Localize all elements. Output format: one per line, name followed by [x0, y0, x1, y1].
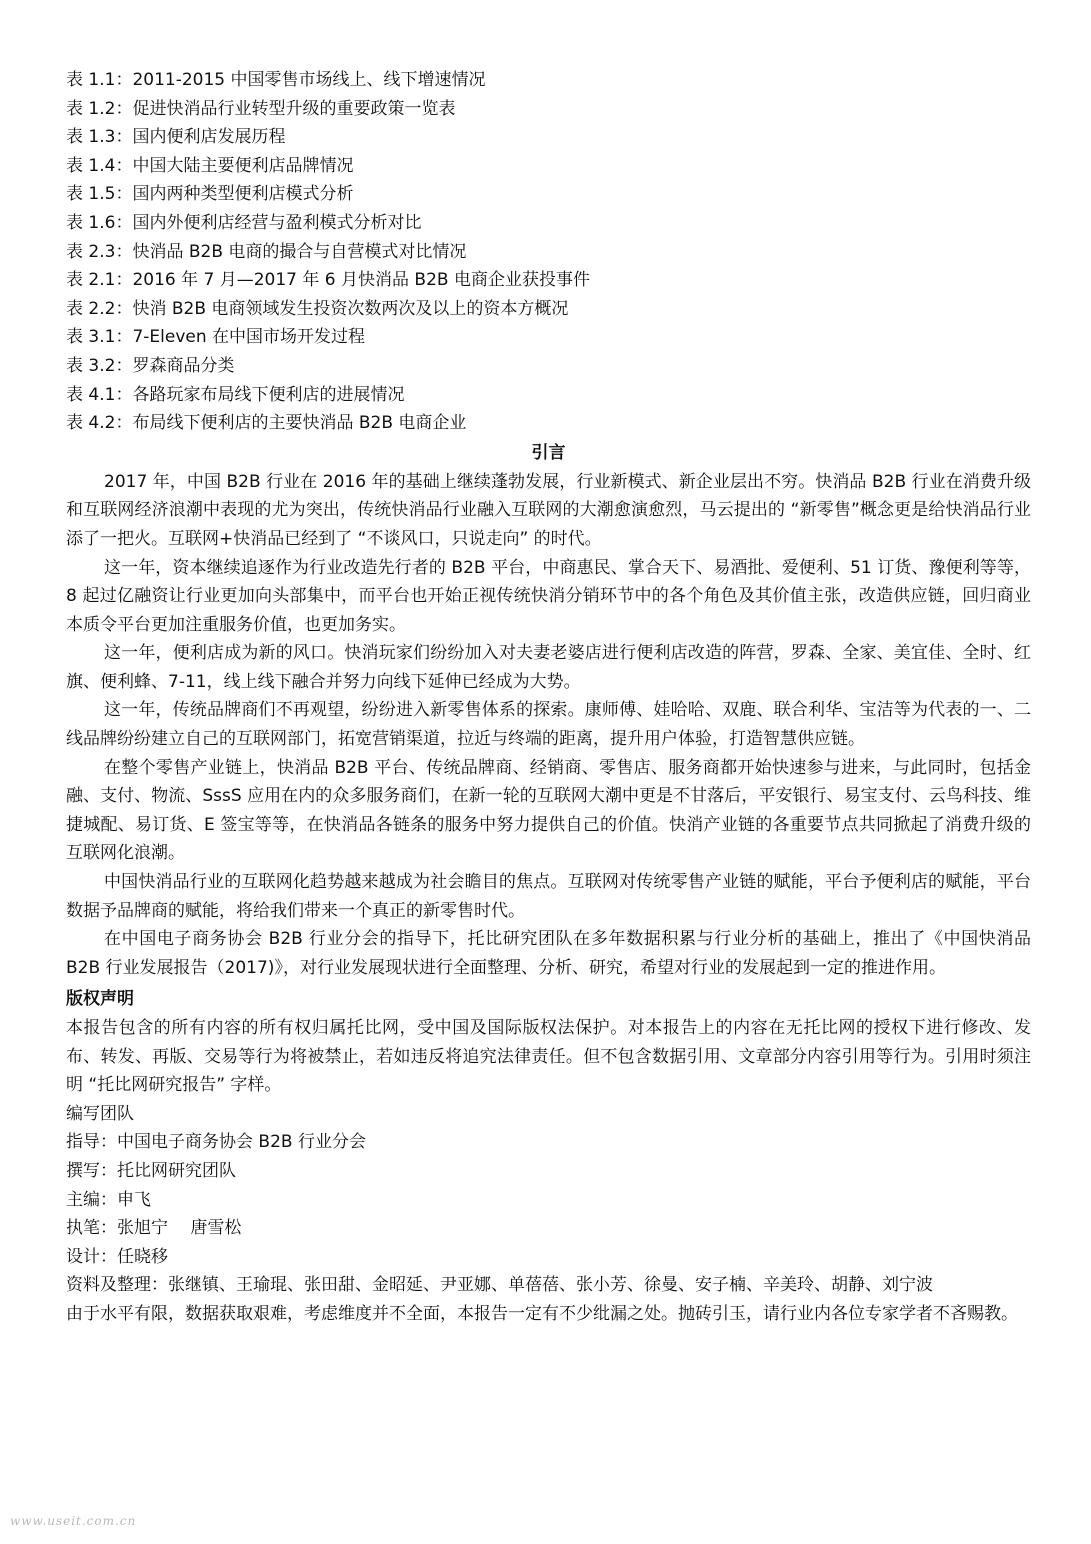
- copyright-text: 本报告包含的所有内容的所有权归属托比网，受中国及国际版权法保护。对本报告上的内容在无托比网的授权下进行修改、发布、转发、再版、交易等行为将被禁止，若如违反将追究法律责任。但不包含数据引用、文章部分内容引用等行为。引用时须注明 “托比网研究报告” 字样。: [66, 1018, 1031, 1096]
- team-line: 资料及整理：张继镇、王瑜琨、张田甜、金昭延、尹亚娜、单蓓蓓、张小芳、徐曼、安子楠、辛美玲、胡静、刘宁波: [66, 1275, 933, 1296]
- table-entry: 表 4.1：各路玩家布局线下便利店的进展情况: [66, 384, 405, 405]
- table-entry: 表 2.2：快消 B2B 电商领域发生投资次数两次及以上的资本方概况: [66, 298, 569, 319]
- table-entry: 表 1.6：国内外便利店经营与盈利模式分析对比: [66, 212, 422, 233]
- team-line: 主编：申飞: [66, 1189, 151, 1210]
- table-entry: 表 1.1：2011-2015 中国零售市场线上、线下增速情况: [66, 70, 486, 90]
- copyright-title: 版权声明: [66, 989, 134, 1010]
- table-entry: 表 1.5：国内两种类型便利店模式分析: [66, 184, 354, 205]
- intro-paragraph: 这一年，资本继续追逐作为行业改造先行者的 B2B 平台，中商惠民、掌合天下、易酒批、爱便利、51 订货、豫便利等等，8 起过亿融资让行业更加向头部集中，而平台也开始正视传统快消分销环节中的各个角色及其价值主张，改造供应链，回归商业本质令平台更加注重服务价值，也更加务实。: [66, 557, 1031, 635]
- team-list: [66, 1128, 1031, 1300]
- intro-body: [66, 468, 1031, 983]
- team-title: 编写团队: [66, 1103, 134, 1124]
- watermark: www.useit.com.cn: [10, 1514, 137, 1528]
- table-entry: 表 1.3：国内便利店发展历程: [66, 127, 286, 148]
- table-entry: 表 3.1：7-Eleven 在中国市场开发过程: [66, 327, 366, 348]
- closing-note: 由于水平有限，数据获取艰难，考虑维度并不全面，本报告一定有不少纰漏之处。抛砖引玉，请行业内各位专家学者不吝赐教。: [66, 1303, 1018, 1324]
- table-entry: 表 2.1：2016 年 7 月—2017 年 6 月快消品 B2B 电商企业获投事件: [66, 270, 590, 291]
- team-line: 指导：中国电子商务协会 B2B 行业分会: [66, 1132, 366, 1153]
- table-entry: 表 1.4：中国大陆主要便利店品牌情况: [66, 155, 354, 176]
- table-entry: 表 1.2：促进快消品行业转型升级的重要政策一览表: [66, 98, 456, 119]
- team-line: 设计：任晓移: [66, 1246, 168, 1267]
- intro-paragraph: 在整个零售产业链上，快消品 B2B 平台、传统品牌商、经销商、零售店、服务商都开始快速参与进来，与此同时，包括金融、支付、物流、SssS 应用在内的众多服务商们，在新一轮的互联网大潮中更是不甘落后，平安银行、易宝支付、云鸟科技、维捷城配、易订货、E 签宝等等，在快消品各链条的服务中努力提供自己的价值。快消产业链的各重要节点共同掀起了消费升级的互联网化浪潮。: [66, 757, 1031, 864]
- intro-paragraph: 这一年，传统品牌商们不再观望，纷纷进入新零售体系的探索。康师傅、娃哈哈、双鹿、联合利华、宝洁等为代表的一、二线品牌纷纷建立自己的互联网部门，拓宽营销渠道，拉近与终端的距离，提升用户体验，打造智慧供应链。: [66, 700, 1031, 750]
- table-entry: 表 3.2：罗森商品分类: [66, 355, 235, 376]
- intro-paragraph: 这一年，便利店成为新的风口。快消玩家们纷纷加入对夫妻老婆店进行便利店改造的阵营，罗森、全家、美宜佳、全时、红旗、便利蜂、7-11，线上线下融合并努力向线下延伸已经成为大势。: [66, 643, 1031, 692]
- table-entry: 表 2.3：快消品 B2B 电商的撮合与自营模式对比情况: [66, 241, 467, 262]
- report-page: [66, 66, 1031, 1329]
- intro-paragraph: 中国快消品行业的互联网化趋势越来越成为社会瞻目的焦点。互联网对传统零售产业链的赋能，平台予便利店的赋能，平台数据予品牌商的赋能，将给我们带来一个真正的新零售时代。: [66, 872, 1031, 921]
- tables-list: [66, 66, 1031, 438]
- team-line: 撰写：托比网研究团队: [66, 1160, 236, 1181]
- team-line: 执笔：张旭宁 唐雪松: [66, 1218, 242, 1239]
- table-entry: 表 4.2：布局线下便利店的主要快消品 B2B 电商企业: [66, 413, 467, 434]
- intro-paragraph: 在中国电子商务协会 B2B 行业分会的指导下，托比研究团队在多年数据积累与行业分析的基础上，推出了《中国快消品 B2B 行业发展报告（2017)》，对行业发展现状进行全面整理、分析、研究，希望对行业的发展起到一定的推进作用。: [66, 929, 1031, 978]
- intro-title: 引言: [531, 442, 566, 463]
- intro-paragraph: 2017 年，中国 B2B 行业在 2016 年的基础上继续蓬勃发展，行业新模式、新企业层出不穷。快消品 B2B 行业在消费升级和互联网经济浪潮中表现的尤为突出，传统快消品行业融入互联网的大潮愈演愈烈，马云提出的 “新零售”概念更是给快消品行业添了一把火。互联网+快消品已经到了 “不谈风口，只说走向” 的时代。: [66, 471, 1031, 549]
